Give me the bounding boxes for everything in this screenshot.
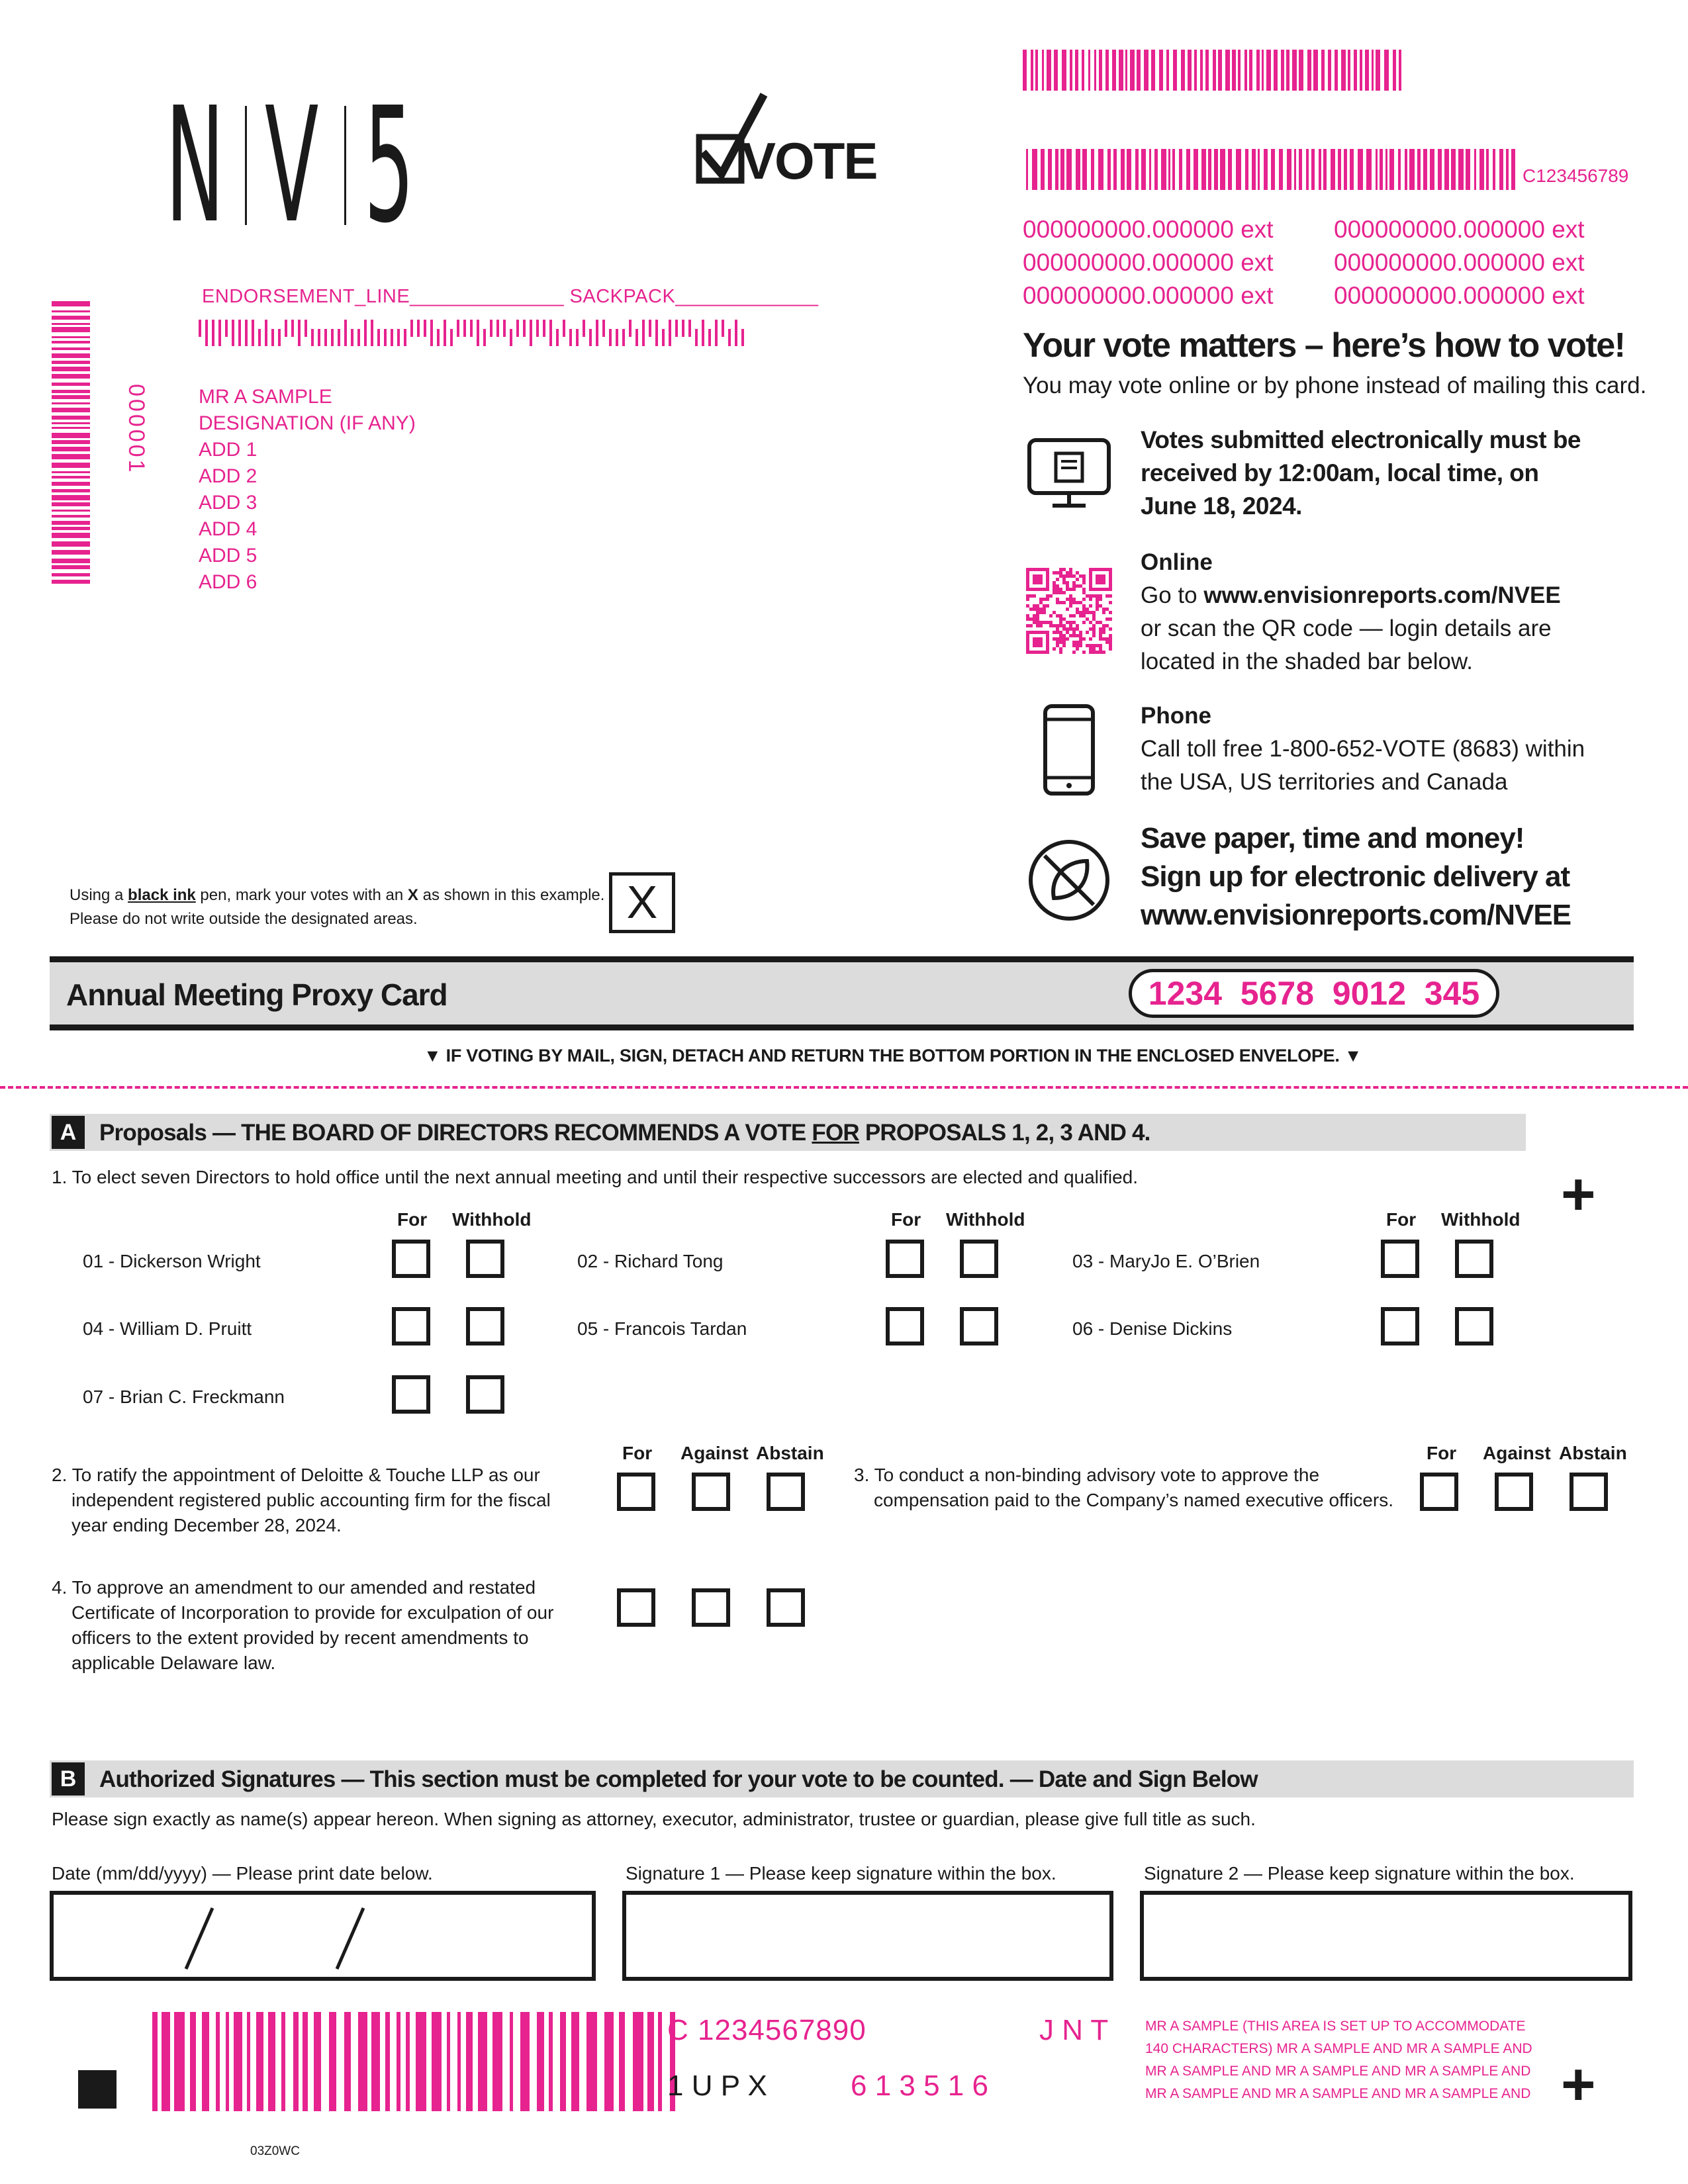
proposal-line: 2. To ratify the appointment of Deloitte & Touche LLP as our [52, 1465, 540, 1485]
phone-title: Phone [1141, 703, 1211, 729]
online-line: located in the shaded bar below. [1141, 649, 1474, 674]
signature-1-box[interactable] [622, 1891, 1113, 1981]
address-line: ADD 2 [199, 465, 258, 487]
footer-code: 03Z0WC [250, 2144, 300, 2158]
nominee-label: 07 - Brian C. Freckmann [83, 1387, 285, 1407]
online-url-line [1141, 579, 1561, 612]
footer-upx: 1 U P X [667, 2070, 767, 2102]
nominee-04-for-checkbox[interactable] [392, 1307, 430, 1345]
phone-line: the USA, US territories and Canada [1141, 769, 1508, 795]
section-letter: B [60, 1766, 77, 1792]
proposal-line: applicable Delaware law. [71, 1653, 276, 1673]
vote-logo-text: VOTE [741, 132, 877, 190]
section-b-title: Authorized Signatures — This section must be completed for your vote to be counted. — Date and Sign Below [99, 1766, 1258, 1792]
nominee-06-withhold-checkbox[interactable] [1455, 1307, 1493, 1345]
ext-line: 000000000.000000 ext [1023, 282, 1274, 309]
instr-emphasis: X [407, 886, 418, 904]
section-b-letter [52, 1762, 85, 1796]
computer-icon [1026, 437, 1112, 510]
col-header-against: Against [680, 1443, 749, 1463]
ext-line: 000000000.000000 ext [1023, 249, 1274, 276]
logo-letter-n: N [165, 73, 223, 258]
instr-emphasis: black ink [128, 886, 196, 904]
online-text [1141, 546, 1561, 678]
deadline-line: received by 12:00am, local time, on [1141, 459, 1539, 486]
example-x-mark: X [626, 876, 658, 928]
title-emphasis: FOR [812, 1120, 859, 1146]
signature-instruction: Please sign exactly as name(s) appear hereon. When signing as attorney, executor, administrator, trustee or guardian, please give full title as such. [52, 1809, 1256, 1829]
proposal-line: compensation paid to the Company’s named executive officers. [874, 1490, 1393, 1510]
proposal-2-against-checkbox[interactable] [692, 1473, 730, 1511]
title-text: PROPOSALS 1, 2, 3 AND 4. [859, 1120, 1150, 1146]
online-title: Online [1141, 549, 1213, 575]
date-label: Date (mm/dd/yyyy) — Please print date below. [52, 1863, 433, 1884]
proposal-line: independent registered public accounting firm for the fiscal [71, 1490, 551, 1510]
footer-job-number: 6 1 3 5 1 6 [851, 2070, 988, 2102]
logo-letter-v: V [265, 73, 319, 258]
postal-barcode [199, 320, 748, 346]
nominee-06-for-checkbox[interactable] [1381, 1307, 1419, 1345]
nominee-01-for-checkbox[interactable] [392, 1240, 430, 1278]
nv5-logo [165, 73, 417, 258]
registration-plus-icon: + [1561, 2052, 1596, 2118]
nominee-05-for-checkbox[interactable] [886, 1307, 924, 1345]
proposal-1-text: 1. To elect seven Directors to hold office until the next annual meeting and until their respective successors are elected and qualified. [52, 1167, 1139, 1187]
logo-letter-5: 5 [364, 73, 414, 258]
login-number: 1234 5678 9012 345 [1148, 975, 1480, 1012]
nominee-07-withhold-checkbox[interactable] [466, 1375, 504, 1414]
deadline-line: June 18, 2024. [1141, 492, 1302, 520]
section-a-letter [52, 1116, 85, 1149]
sample-line: MR A SAMPLE AND MR A SAMPLE AND MR A SAMPLE AND [1145, 2064, 1531, 2079]
proposal-2-for-checkbox[interactable] [617, 1473, 655, 1511]
col-header-for: For [397, 1209, 428, 1230]
nominee-02-for-checkbox[interactable] [886, 1240, 924, 1278]
deadline-line: Votes submitted electronically must be [1141, 426, 1581, 453]
ext-line: 000000000.000000 ext [1023, 216, 1274, 243]
date-input[interactable] [50, 1891, 596, 1981]
proposal-4-text [52, 1575, 553, 1676]
ext-line: 000000000.000000 ext [1334, 216, 1585, 243]
vote-logo [695, 89, 877, 195]
detach-notice: ▼ IF VOTING BY MAIL, SIGN, DETACH AND RETURN THE BOTTOM PORTION IN THE ENCLOSED ENVELOPE. ▼ [424, 1046, 1362, 1066]
proposal-2-text [52, 1463, 551, 1538]
address-line: ADD 3 [199, 492, 258, 514]
col-header-withhold: Withhold [452, 1209, 532, 1230]
online-line: or scan the QR code — login details are [1141, 615, 1552, 641]
top-barcode [1023, 50, 1407, 91]
example-mark-box [609, 872, 675, 933]
vote-subhead: You may vote online or by phone instead of mailing this card. [1023, 373, 1647, 398]
col-header-against: Against [1483, 1443, 1551, 1463]
section-a-title [99, 1120, 1150, 1146]
instr-text: pen, mark your votes with an [195, 886, 408, 904]
sample-line: MR A SAMPLE AND MR A SAMPLE AND MR A SAMPLE AND [1145, 2086, 1531, 2101]
footer-barcode [152, 2012, 688, 2111]
instr-text: Using a [70, 886, 128, 904]
proposal-3-for-checkbox[interactable] [1420, 1473, 1458, 1511]
address-line: ADD 5 [199, 545, 258, 567]
sequence-number: 000001 [124, 384, 149, 475]
nominee-02-withhold-checkbox[interactable] [960, 1240, 998, 1278]
nominee-label: 04 - William D. Pruitt [83, 1318, 252, 1339]
endorsement-line: ENDORSEMENT_LINE______________ SACKPACK_____________ [202, 286, 819, 307]
proposal-line: officers to the extent provided by recent amendments to [71, 1627, 529, 1648]
sample-line: MR A SAMPLE (THIS AREA IS SET UP TO ACCOMMODATE [1145, 2019, 1526, 2034]
signature-2-box[interactable] [1140, 1891, 1632, 1981]
detach-perforation [0, 1086, 1688, 1089]
deadline-text [1141, 424, 1581, 523]
save-paper-text [1141, 819, 1571, 934]
save-line: Sign up for electronic delivery at [1141, 860, 1570, 893]
proxy-card-title: Annual Meeting Proxy Card [66, 978, 447, 1012]
proxy-bar-bottom-rule [50, 1024, 1634, 1030]
address-block [199, 384, 416, 596]
phone-icon [1043, 704, 1096, 796]
proposal-3-against-checkbox[interactable] [1495, 1473, 1533, 1511]
nominee-label: 06 - Denise Dickins [1072, 1318, 1233, 1339]
registration-plus-icon: + [1561, 1161, 1596, 1228]
col-header-withhold: Withhold [1441, 1209, 1521, 1230]
online-url-link[interactable]: www.envisionreports.com/NVEE [1203, 582, 1561, 608]
marking-instructions [70, 884, 604, 931]
nominee-03-for-checkbox[interactable] [1381, 1240, 1419, 1278]
side-barcode [52, 301, 90, 586]
col-header-for: For [622, 1443, 653, 1463]
nominee-04-withhold-checkbox[interactable] [466, 1307, 504, 1345]
nominee-05-withhold-checkbox[interactable] [960, 1307, 998, 1345]
nominee-label: 02 - Richard Tong [577, 1251, 724, 1271]
instr-text: as shown in this example. [418, 886, 605, 904]
save-link[interactable]: www.envisionreports.com/NVEE [1141, 899, 1571, 931]
proposal-line: 3. To conduct a non-binding advisory vote to approve the [854, 1465, 1320, 1485]
leaf-icon [1026, 837, 1112, 923]
col-header-for: For [1427, 1443, 1457, 1463]
col-header-abstain: Abstain [1559, 1443, 1627, 1463]
proposal-line: Certificate of Incorporation to provide for exculpation of our [71, 1602, 554, 1623]
proposal-3-text [854, 1463, 1393, 1513]
col-header-withhold: Withhold [946, 1209, 1025, 1230]
control-barcode [1026, 149, 1516, 190]
address-line: ADD 6 [199, 571, 258, 593]
footer-sample-block [1145, 2015, 1532, 2105]
ext-line: 000000000.000000 ext [1334, 249, 1585, 276]
proxy-bar-top-rule [50, 956, 1634, 962]
proposal-3-abstain-checkbox[interactable] [1570, 1473, 1608, 1511]
phone-text [1141, 700, 1585, 799]
address-line: ADD 4 [199, 518, 258, 540]
ext-line: 000000000.000000 ext [1334, 282, 1585, 309]
col-header-for: For [891, 1209, 921, 1230]
save-line: Save paper, time and money! [1141, 822, 1524, 854]
footer-jnt: J N T [1039, 2014, 1109, 2046]
nominee-07-for-checkbox[interactable] [392, 1375, 430, 1414]
address-line: ADD 1 [199, 439, 258, 461]
instruction-line-2: Please do not write outside the designated areas. [70, 910, 418, 928]
date-separators [54, 1895, 592, 1977]
nominee-03-withhold-checkbox[interactable] [1455, 1240, 1493, 1278]
nominee-01-withhold-checkbox[interactable] [466, 1240, 504, 1278]
footer-control-number: C 1234567890 [667, 2014, 867, 2046]
section-letter: A [60, 1120, 77, 1145]
registration-square [78, 2070, 117, 2109]
phone-line: Call toll free 1-800-652-VOTE (8683) within [1141, 736, 1585, 762]
proxy-bar [50, 962, 1634, 1024]
logo-divider [245, 106, 247, 225]
control-number: C123456789 [1523, 165, 1629, 186]
sample-line: 140 CHARACTERS) MR A SAMPLE AND MR A SAMPLE AND [1145, 2041, 1532, 2056]
col-header-abstain: Abstain [756, 1443, 824, 1463]
vote-headline: Your vote matters – here’s how to vote! [1023, 326, 1625, 365]
signature-2-label: Signature 2 — Please keep signature within the box. [1144, 1863, 1575, 1884]
nominee-label: 03 - MaryJo E. O’Brien [1072, 1251, 1260, 1271]
proposal-4-against-checkbox[interactable] [692, 1588, 730, 1627]
address-line: DESIGNATION (IF ANY) [199, 412, 416, 434]
title-text: Proposals — THE BOARD OF DIRECTORS RECOMMENDS A VOTE [99, 1120, 812, 1146]
instruction-line-1 [70, 884, 604, 907]
login-number-pill [1129, 969, 1499, 1018]
logo-divider [344, 106, 346, 225]
nominee-label: 01 - Dickerson Wright [83, 1251, 261, 1271]
address-line: MR A SAMPLE [199, 386, 332, 408]
proposal-2-abstain-checkbox[interactable] [767, 1473, 805, 1511]
col-header-for: For [1386, 1209, 1417, 1230]
qr-code-icon [1026, 568, 1112, 654]
proposal-line: year ending December 28, 2024. [71, 1515, 342, 1535]
proposal-4-for-checkbox[interactable] [617, 1588, 655, 1627]
proposal-4-abstain-checkbox[interactable] [767, 1588, 805, 1627]
signature-1-label: Signature 1 — Please keep signature within the box. [626, 1863, 1056, 1884]
nominee-label: 05 - Francois Tardan [577, 1318, 747, 1339]
proposal-line: 4. To approve an amendment to our amended and restated [52, 1577, 536, 1598]
online-go-to: Go to [1141, 582, 1197, 608]
